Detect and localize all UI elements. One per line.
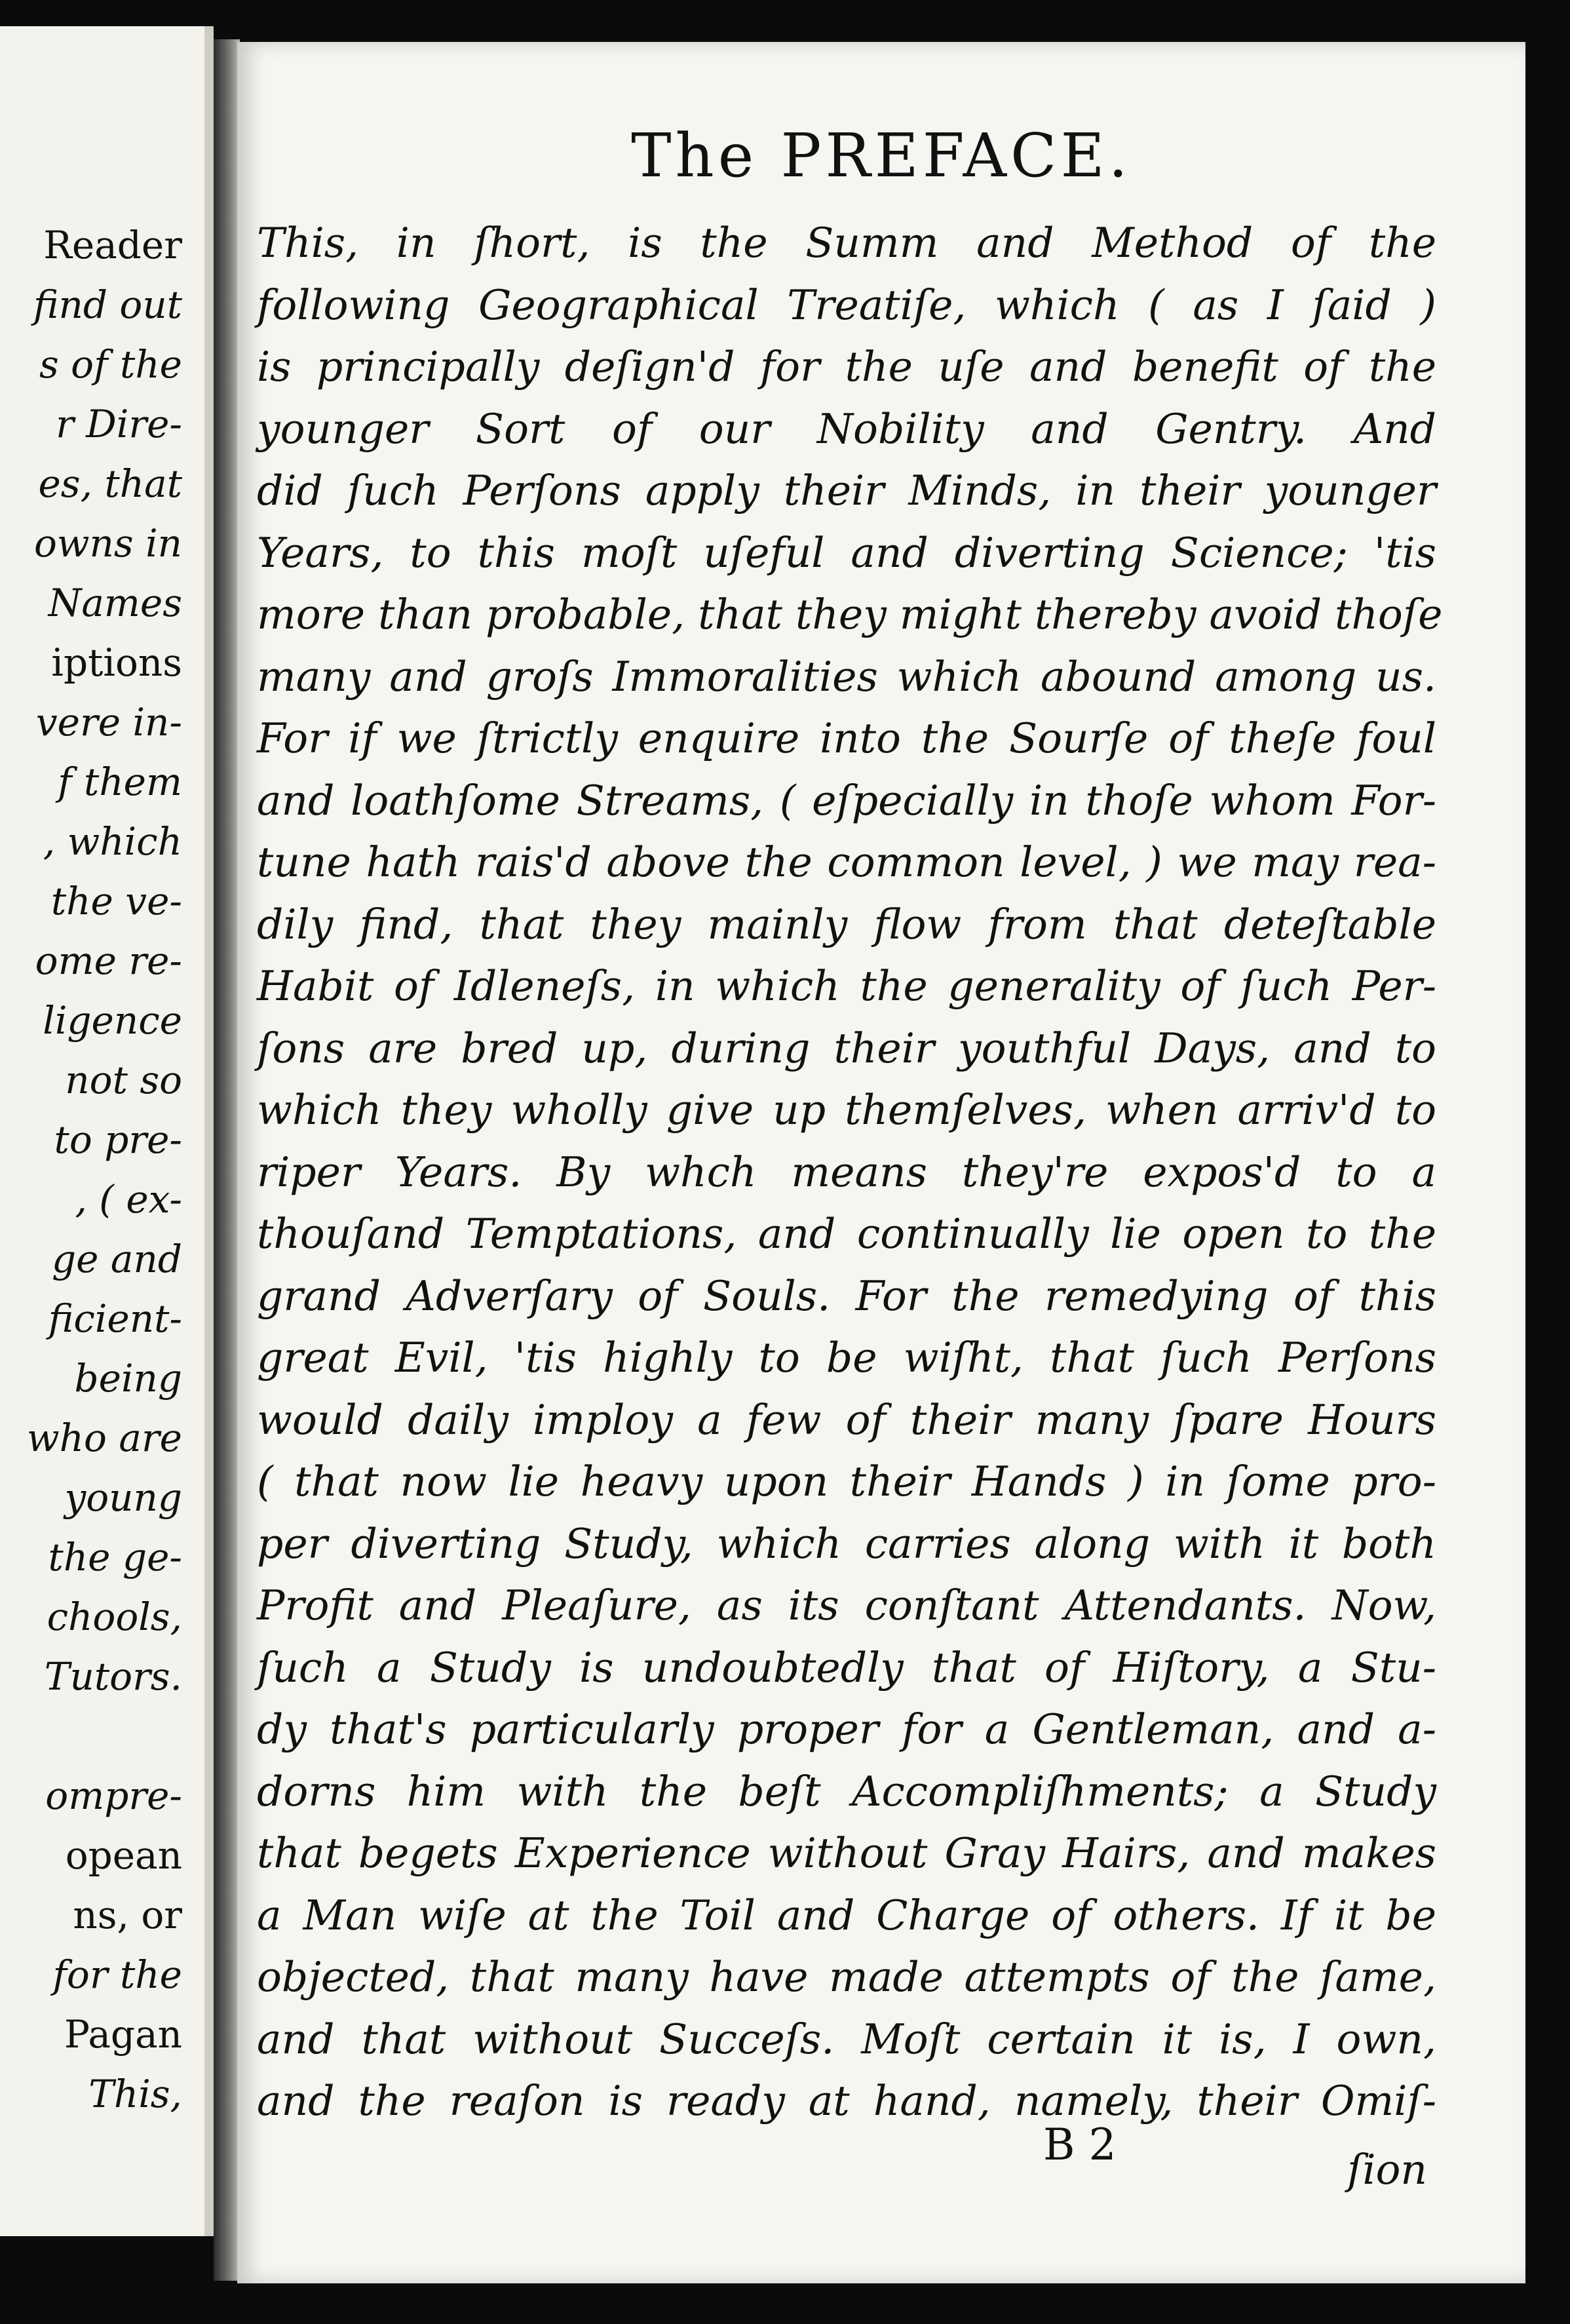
left-page-line: , which <box>43 819 182 864</box>
text-line: that begets Experience without Gray Hairs, and makes <box>257 1829 1436 1877</box>
left-page <box>0 26 214 2236</box>
text-line: ( that now lie heavy upon their Hands ) in ſome pro- <box>257 1458 1436 1505</box>
text-line: a Man wiſe at the Toil and Charge of others. If it be <box>257 1891 1436 1939</box>
left-page-line: who are <box>27 1416 182 1460</box>
text-line: This, in ſhort, is the Summ and Method of the <box>257 219 1436 267</box>
left-page-line: not so <box>65 1058 182 1102</box>
signature-mark: B 2 <box>1043 2120 1117 2170</box>
left-page-line: ompre- <box>45 1773 182 1818</box>
left-page-line: Names <box>48 581 182 625</box>
left-page-line: ns, or <box>73 1893 182 1937</box>
text-line: and that without Succeſs. Moſt certain it is, I own, <box>257 2015 1436 2063</box>
left-page-line: being <box>74 1356 182 1401</box>
left-page-line: owns in <box>33 521 182 566</box>
left-page-line: to pre- <box>54 1117 182 1162</box>
text-line: dorns him with the beſt Accompliſhments; a Study <box>257 1767 1436 1815</box>
text-line: great Evil, 'tis highly to be wiſht, that ſuch Perſons <box>257 1334 1436 1382</box>
text-line: per diverting Study, which carries along with it both <box>257 1519 1436 1568</box>
left-page-line: find out <box>33 282 182 327</box>
left-page-line: ome re- <box>35 939 182 983</box>
catchword: ſion <box>1347 2146 1427 2194</box>
left-page-line: Reader <box>43 223 182 267</box>
left-page-line: the ve- <box>50 879 182 923</box>
right-page <box>237 42 1525 2283</box>
left-page-line: s of the <box>39 342 182 387</box>
left-page-line: the ge- <box>48 1535 182 1579</box>
left-page-line: Tutors. <box>44 1654 182 1699</box>
text-line: Habit of Idleneſs, in which the generality of ſuch Per- <box>257 962 1436 1010</box>
left-page-line: ligence <box>43 998 182 1043</box>
left-page-line: r Dire- <box>56 402 182 446</box>
text-line: Profit and Pleaſure, as its conſtant Attendants. Now, <box>257 1581 1436 1629</box>
text-line: younger Sort of our Nobility and Gentry. And <box>257 404 1436 453</box>
text-line: ſuch a Study is undoubtedly that of Hiſtory, a Stu- <box>257 1643 1436 1692</box>
text-line: and loathſome Streams, ( eſpecially in thoſe whom For- <box>257 776 1436 824</box>
text-line: following Geographical Treatiſe, which ( as I ſaid ) <box>257 281 1436 329</box>
text-line: and the reaſon is ready at hand, namely, their Omiſ- <box>257 2077 1436 2125</box>
text-line: dily find, that they mainly flow from that deteſtable <box>257 900 1436 948</box>
text-line: ſons are bred up, during their youthful Days, and to <box>257 1024 1436 1072</box>
text-line: dy that's particularly proper for a Gentleman, and a- <box>257 1705 1436 1753</box>
text-line: grand Adverſary of Souls. For the remedying of this <box>257 1271 1436 1320</box>
text-line: thouſand Temptations, and continually lie open to the <box>257 1210 1436 1258</box>
text-line: which they wholly give up themſelves, when arriv'd to <box>257 1086 1436 1134</box>
left-page-line: , ( ex- <box>75 1177 182 1222</box>
text-line: tune hath rais'd above the common level, ) we may rea- <box>257 838 1436 886</box>
left-page-line: iptions <box>51 640 182 685</box>
text-line: For if we ſtrictly enquire into the Sourſe of theſe foul <box>257 714 1436 762</box>
text-line: did ſuch Perſons apply their Minds, in their younger <box>257 467 1436 514</box>
text-line: is principally deſign'd for the uſe and benefit of the <box>257 343 1436 391</box>
left-page-line: opean <box>65 1833 182 1878</box>
text-line: many and groſs Immoralities which abound among us. <box>257 652 1436 701</box>
left-page-line: for the <box>52 1952 182 1997</box>
left-page-line: young <box>64 1475 182 1520</box>
book-gutter <box>214 39 240 2281</box>
left-page-line: This, <box>88 2072 182 2116</box>
text-line: riper Years. By whch means they're expos'd to a <box>257 1148 1436 1196</box>
left-page-line: ge and <box>52 1237 182 1281</box>
left-page-line: ficient- <box>48 1296 182 1341</box>
left-page-line: Pagan <box>64 2012 182 2057</box>
page-title: The PREFACE. <box>631 121 1132 191</box>
left-page-line: f them <box>58 760 182 804</box>
text-line: more than probable, that they might thereby avoid thoſe <box>257 591 1443 638</box>
left-page-line: chools, <box>47 1595 182 1639</box>
text-line: Years, to this moſt uſeful and diverting Science; 'tis <box>257 528 1436 577</box>
left-page-line: vere in- <box>35 700 182 745</box>
text-line: would daily imploy a few of their many ſpare Hours <box>257 1395 1436 1444</box>
left-page-line: es, that <box>38 461 182 506</box>
text-line: objected, that many have made attempts of the ſame, <box>257 1953 1436 2001</box>
